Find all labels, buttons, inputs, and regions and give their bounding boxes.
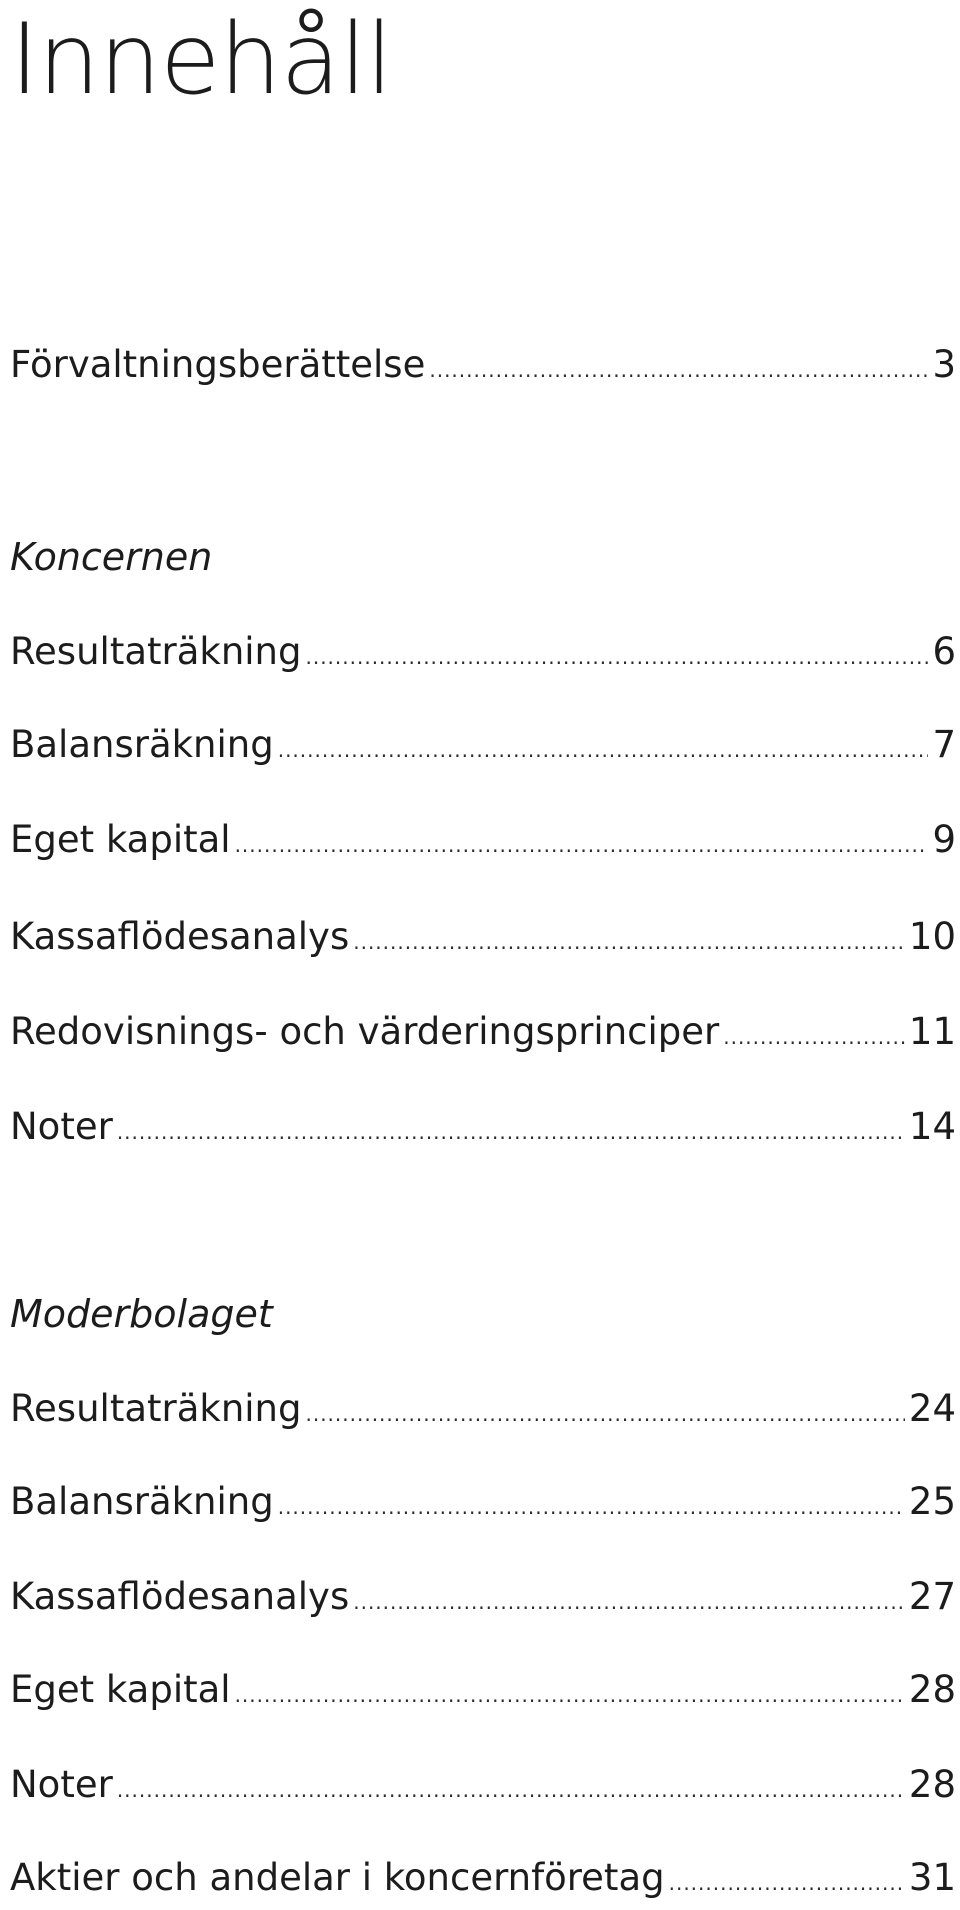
- toc-entry-koncernen-kassaflodesanalys[interactable]: [10, 912, 956, 962]
- toc-page-number: 9: [932, 818, 956, 861]
- toc-page-number: 7: [932, 723, 956, 766]
- toc-entry-label: Resultaträkning: [10, 630, 302, 673]
- toc-page-number: 28: [908, 1763, 956, 1806]
- dot-leader: [305, 1389, 904, 1439]
- toc-page-number: 31: [908, 1856, 956, 1899]
- dot-leader: [117, 1107, 905, 1157]
- toc-entry-moderbolaget-balansrakning[interactable]: [10, 1477, 956, 1527]
- dot-leader: [353, 917, 905, 967]
- toc-entry-koncernen-resultatrakning[interactable]: [10, 627, 956, 677]
- toc-entry-label: Aktier och andelar i koncernföretag: [10, 1856, 665, 1899]
- toc-entry-label: Kassaflödesanalys: [10, 1575, 350, 1618]
- toc-page-number: 14: [908, 1105, 956, 1148]
- toc-entry-label: Balansräkning: [10, 1480, 274, 1523]
- toc-entry-moderbolaget-resultatrakning[interactable]: [10, 1384, 956, 1434]
- toc-page-number: 3: [932, 343, 956, 386]
- toc-entry-label: Noter: [10, 1105, 113, 1148]
- dot-leader: [235, 820, 929, 870]
- dot-leader: [305, 632, 928, 682]
- toc-entry-label: Redovisnings- och värderingsprinciper: [10, 1010, 720, 1053]
- dot-leader: [353, 1577, 905, 1627]
- toc-entry-label: Noter: [10, 1763, 113, 1806]
- toc-entry-koncernen-balansrakning[interactable]: [10, 720, 956, 770]
- dot-leader: [117, 1765, 905, 1815]
- toc-entry-label: Balansräkning: [10, 723, 274, 766]
- toc-entry-moderbolaget-noter[interactable]: [10, 1760, 956, 1810]
- dot-leader: [278, 1482, 905, 1532]
- toc-page-number: 10: [908, 915, 956, 958]
- toc-entry-koncernen-noter[interactable]: [10, 1102, 956, 1152]
- dot-leader: [278, 725, 929, 775]
- toc-page-number: 6: [932, 630, 956, 673]
- page-title: Innehåll: [10, 3, 393, 117]
- toc-entry-moderbolaget-aktier-och-andelar[interactable]: [10, 1853, 956, 1903]
- toc-page-number: 27: [908, 1575, 956, 1618]
- toc-entry-label: Resultaträkning: [10, 1387, 302, 1430]
- section-heading-moderbolaget: Moderbolaget: [10, 1292, 273, 1336]
- dot-leader: [429, 345, 928, 395]
- toc-page-number: 25: [908, 1480, 956, 1523]
- dot-leader: [669, 1858, 905, 1908]
- toc-entry-label: Eget kapital: [10, 818, 231, 861]
- toc-entry-koncernen-eget-kapital[interactable]: [10, 815, 956, 865]
- toc-page-number: 24: [908, 1387, 956, 1430]
- toc-entry-koncernen-redovisningsprinciper[interactable]: [10, 1007, 956, 1057]
- toc-page-number: 11: [908, 1010, 956, 1053]
- toc-entry-forvaltningsberattelse[interactable]: [10, 340, 956, 390]
- toc-entry-label: Eget kapital: [10, 1668, 231, 1711]
- toc-page-number: 28: [908, 1668, 956, 1711]
- toc-entry-label: Kassaflödesanalys: [10, 915, 350, 958]
- toc-entry-moderbolaget-eget-kapital[interactable]: [10, 1665, 956, 1715]
- toc-entry-label: Förvaltningsberättelse: [10, 343, 426, 386]
- section-heading-koncernen: Koncernen: [10, 535, 213, 579]
- toc-entry-moderbolaget-kassaflodesanalys[interactable]: [10, 1572, 956, 1622]
- dot-leader: [235, 1670, 905, 1720]
- dot-leader: [723, 1012, 905, 1062]
